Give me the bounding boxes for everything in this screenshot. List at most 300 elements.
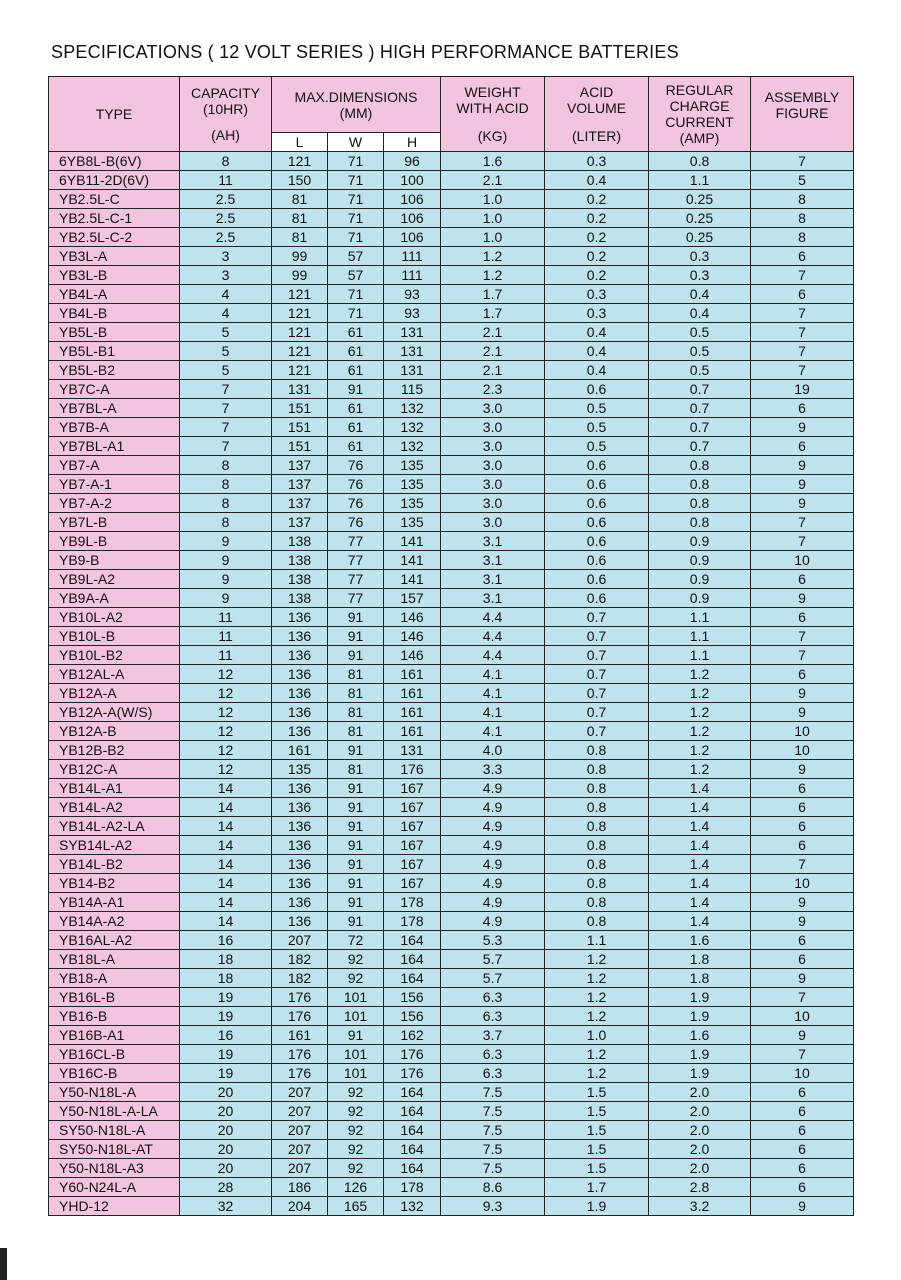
cell-type: YB7-A-1 [49, 475, 180, 494]
table-row [49, 760, 854, 779]
cell-charge-current: 1.1 [649, 646, 751, 665]
cell-weight: 4.4 [441, 608, 545, 627]
cell-length: 207 [272, 1140, 328, 1159]
cell-weight: 8.6 [441, 1178, 545, 1197]
cell-height: 141 [384, 570, 441, 589]
table-row [49, 969, 854, 988]
cell-acid-volume: 0.4 [545, 342, 649, 361]
cell-assembly-figure: 5 [751, 171, 854, 190]
cell-charge-current: 0.25 [649, 190, 751, 209]
table-row [49, 323, 854, 342]
cell-capacity: 20 [180, 1140, 272, 1159]
cell-height: 146 [384, 627, 441, 646]
cell-width: 76 [328, 475, 384, 494]
cell-type: YB16AL-A2 [49, 931, 180, 950]
cell-charge-current: 0.8 [649, 513, 751, 532]
cell-assembly-figure: 10 [751, 874, 854, 893]
cell-width: 61 [328, 418, 384, 437]
cell-assembly-figure: 6 [751, 1121, 854, 1140]
cell-weight: 3.0 [441, 513, 545, 532]
cell-width: 101 [328, 1045, 384, 1064]
cell-height: 93 [384, 285, 441, 304]
cell-width: 61 [328, 399, 384, 418]
table-row [49, 304, 854, 323]
cell-capacity: 16 [180, 931, 272, 950]
cell-acid-volume: 0.8 [545, 855, 649, 874]
cell-length: 176 [272, 988, 328, 1007]
cell-height: 164 [384, 1159, 441, 1178]
cell-width: 101 [328, 1064, 384, 1083]
cell-capacity: 9 [180, 551, 272, 570]
cell-acid-volume: 0.5 [545, 437, 649, 456]
table-row [49, 1102, 854, 1121]
cell-assembly-figure: 9 [751, 494, 854, 513]
cell-weight: 4.9 [441, 836, 545, 855]
cell-capacity: 14 [180, 798, 272, 817]
cell-weight: 4.4 [441, 627, 545, 646]
cell-weight: 1.6 [441, 152, 545, 171]
cell-charge-current: 1.2 [649, 741, 751, 760]
cell-assembly-figure: 8 [751, 209, 854, 228]
cell-length: 136 [272, 912, 328, 931]
cell-type: YB18-A [49, 969, 180, 988]
cell-assembly-figure: 6 [751, 950, 854, 969]
table-row [49, 703, 854, 722]
cell-height: 132 [384, 1197, 441, 1216]
table-row [49, 456, 854, 475]
cell-height: 111 [384, 266, 441, 285]
cell-acid-volume: 0.3 [545, 285, 649, 304]
cell-height: 131 [384, 342, 441, 361]
cell-capacity: 28 [180, 1178, 272, 1197]
cell-acid-volume: 0.3 [545, 304, 649, 323]
cell-width: 91 [328, 608, 384, 627]
cell-length: 150 [272, 171, 328, 190]
cell-length: 136 [272, 817, 328, 836]
cell-length: 81 [272, 228, 328, 247]
cell-type: Y50-N18L-A-LA [49, 1102, 180, 1121]
cell-width: 126 [328, 1178, 384, 1197]
cell-type: YB3L-B [49, 266, 180, 285]
cell-charge-current: 0.3 [649, 247, 751, 266]
cell-height: 135 [384, 475, 441, 494]
cell-acid-volume: 0.7 [545, 703, 649, 722]
cell-charge-current: 0.4 [649, 304, 751, 323]
table-row [49, 950, 854, 969]
cell-charge-current: 1.8 [649, 969, 751, 988]
cell-weight: 5.3 [441, 931, 545, 950]
cell-height: 157 [384, 589, 441, 608]
cell-height: 146 [384, 608, 441, 627]
cell-width: 71 [328, 171, 384, 190]
cell-acid-volume: 1.1 [545, 931, 649, 950]
table-row [49, 646, 854, 665]
cell-width: 91 [328, 741, 384, 760]
cell-acid-volume: 0.7 [545, 684, 649, 703]
cell-assembly-figure: 9 [751, 969, 854, 988]
cell-height: 167 [384, 874, 441, 893]
cell-assembly-figure: 6 [751, 570, 854, 589]
cell-type: YB7-A-2 [49, 494, 180, 513]
cell-weight: 3.1 [441, 570, 545, 589]
cell-assembly-figure: 9 [751, 760, 854, 779]
table-row [49, 475, 854, 494]
cell-length: 81 [272, 209, 328, 228]
table-row [49, 418, 854, 437]
cell-capacity: 12 [180, 665, 272, 684]
cell-type: YB5L-B [49, 323, 180, 342]
cell-assembly-figure: 7 [751, 627, 854, 646]
cell-height: 167 [384, 779, 441, 798]
cell-assembly-figure: 9 [751, 589, 854, 608]
cell-capacity: 2.5 [180, 209, 272, 228]
cell-acid-volume: 0.6 [545, 551, 649, 570]
cell-capacity: 14 [180, 912, 272, 931]
cell-assembly-figure: 10 [751, 551, 854, 570]
cell-assembly-figure: 9 [751, 703, 854, 722]
cell-capacity: 2.5 [180, 190, 272, 209]
cell-acid-volume: 0.6 [545, 494, 649, 513]
cell-acid-volume: 0.8 [545, 798, 649, 817]
cell-height: 176 [384, 1064, 441, 1083]
cell-length: 136 [272, 627, 328, 646]
cell-height: 167 [384, 798, 441, 817]
cell-length: 182 [272, 969, 328, 988]
cell-weight: 4.1 [441, 684, 545, 703]
cell-length: 136 [272, 855, 328, 874]
cell-charge-current: 2.0 [649, 1102, 751, 1121]
cell-height: 132 [384, 399, 441, 418]
cell-assembly-figure: 6 [751, 1102, 854, 1121]
cell-charge-current: 0.4 [649, 285, 751, 304]
cell-type: YB7L-B [49, 513, 180, 532]
cell-acid-volume: 0.6 [545, 570, 649, 589]
table-row [49, 285, 854, 304]
cell-width: 81 [328, 684, 384, 703]
cell-weight: 1.7 [441, 304, 545, 323]
cell-type: YB7BL-A [49, 399, 180, 418]
cell-charge-current: 1.4 [649, 798, 751, 817]
cell-weight: 3.3 [441, 760, 545, 779]
cell-width: 81 [328, 665, 384, 684]
cell-width: 91 [328, 893, 384, 912]
cell-assembly-figure: 7 [751, 1045, 854, 1064]
cell-weight: 4.9 [441, 893, 545, 912]
table-row [49, 665, 854, 684]
table-row [49, 190, 854, 209]
cell-assembly-figure: 9 [751, 684, 854, 703]
cell-length: 161 [272, 741, 328, 760]
cell-assembly-figure: 6 [751, 798, 854, 817]
cell-length: 136 [272, 722, 328, 741]
table-row [49, 247, 854, 266]
cell-acid-volume: 0.8 [545, 874, 649, 893]
table-row [49, 608, 854, 627]
cell-charge-current: 1.1 [649, 627, 751, 646]
cell-length: 138 [272, 532, 328, 551]
cell-capacity: 19 [180, 1064, 272, 1083]
cell-height: 135 [384, 513, 441, 532]
cell-width: 91 [328, 836, 384, 855]
table-row [49, 874, 854, 893]
cell-length: 176 [272, 1064, 328, 1083]
cell-charge-current: 3.2 [649, 1197, 751, 1216]
cell-acid-volume: 0.4 [545, 323, 649, 342]
cell-type: YB7C-A [49, 380, 180, 399]
cell-width: 71 [328, 285, 384, 304]
table-row [49, 1007, 854, 1026]
cell-weight: 1.2 [441, 266, 545, 285]
cell-weight: 4.9 [441, 779, 545, 798]
cell-height: 131 [384, 361, 441, 380]
cell-height: 164 [384, 1140, 441, 1159]
cell-capacity: 19 [180, 1007, 272, 1026]
cell-acid-volume: 0.6 [545, 475, 649, 494]
cell-type: YB7B-A [49, 418, 180, 437]
cell-charge-current: 1.1 [649, 608, 751, 627]
table-row [49, 532, 854, 551]
cell-type: SYB14L-A2 [49, 836, 180, 855]
cell-capacity: 20 [180, 1159, 272, 1178]
cell-length: 138 [272, 589, 328, 608]
cell-charge-current: 1.9 [649, 988, 751, 1007]
cell-height: 176 [384, 760, 441, 779]
cell-capacity: 3 [180, 247, 272, 266]
cell-assembly-figure: 6 [751, 1083, 854, 1102]
cell-acid-volume: 1.7 [545, 1178, 649, 1197]
cell-type: YB2.5L-C [49, 190, 180, 209]
cell-width: 71 [328, 304, 384, 323]
cell-width: 91 [328, 1026, 384, 1045]
cell-capacity: 4 [180, 285, 272, 304]
cell-assembly-figure: 7 [751, 988, 854, 1007]
cell-weight: 3.0 [441, 456, 545, 475]
cell-width: 91 [328, 646, 384, 665]
cell-acid-volume: 0.8 [545, 779, 649, 798]
cell-type: YB9A-A [49, 589, 180, 608]
cell-capacity: 8 [180, 475, 272, 494]
cell-capacity: 9 [180, 570, 272, 589]
cell-acid-volume: 1.2 [545, 1045, 649, 1064]
cell-capacity: 4 [180, 304, 272, 323]
cell-length: 131 [272, 380, 328, 399]
cell-height: 164 [384, 1083, 441, 1102]
cell-type: YB16-B [49, 1007, 180, 1026]
cell-assembly-figure: 10 [751, 1064, 854, 1083]
cell-charge-current: 0.5 [649, 361, 751, 380]
cell-assembly-figure: 6 [751, 608, 854, 627]
cell-length: 81 [272, 190, 328, 209]
cell-acid-volume: 1.5 [545, 1083, 649, 1102]
cell-assembly-figure: 9 [751, 1026, 854, 1045]
cell-type: 6YB11-2D(6V) [49, 171, 180, 190]
cell-width: 91 [328, 874, 384, 893]
cell-assembly-figure: 6 [751, 1140, 854, 1159]
cell-weight: 4.1 [441, 665, 545, 684]
scan-edge-mark [0, 1248, 7, 1280]
cell-height: 176 [384, 1045, 441, 1064]
cell-type: YB5L-B2 [49, 361, 180, 380]
cell-acid-volume: 0.5 [545, 399, 649, 418]
cell-width: 71 [328, 228, 384, 247]
cell-height: 96 [384, 152, 441, 171]
cell-weight: 3.1 [441, 589, 545, 608]
cell-type: YB12A-A [49, 684, 180, 703]
cell-type: YB14-B2 [49, 874, 180, 893]
cell-width: 92 [328, 1083, 384, 1102]
cell-length: 207 [272, 1159, 328, 1178]
cell-acid-volume: 1.2 [545, 988, 649, 1007]
cell-weight: 1.0 [441, 209, 545, 228]
cell-charge-current: 1.2 [649, 703, 751, 722]
cell-type: YB14L-B2 [49, 855, 180, 874]
cell-type: YB12B-B2 [49, 741, 180, 760]
table-row [49, 228, 854, 247]
cell-weight: 6.3 [441, 988, 545, 1007]
cell-assembly-figure: 7 [751, 361, 854, 380]
cell-assembly-figure: 7 [751, 646, 854, 665]
cell-length: 136 [272, 684, 328, 703]
cell-width: 61 [328, 437, 384, 456]
cell-type: YB9L-A2 [49, 570, 180, 589]
cell-width: 92 [328, 969, 384, 988]
cell-weight: 3.0 [441, 437, 545, 456]
cell-length: 136 [272, 893, 328, 912]
cell-length: 151 [272, 437, 328, 456]
cell-length: 151 [272, 418, 328, 437]
cell-height: 156 [384, 988, 441, 1007]
cell-capacity: 11 [180, 608, 272, 627]
table-row [49, 152, 854, 171]
table-row [49, 798, 854, 817]
cell-height: 93 [384, 304, 441, 323]
cell-acid-volume: 0.7 [545, 665, 649, 684]
cell-width: 61 [328, 342, 384, 361]
cell-charge-current: 1.4 [649, 912, 751, 931]
cell-length: 136 [272, 665, 328, 684]
cell-width: 91 [328, 380, 384, 399]
cell-type: YB12A-B [49, 722, 180, 741]
cell-length: 207 [272, 1083, 328, 1102]
table-row [49, 627, 854, 646]
cell-charge-current: 0.5 [649, 323, 751, 342]
cell-acid-volume: 0.2 [545, 209, 649, 228]
table-row [49, 741, 854, 760]
cell-type: YB2.5L-C-1 [49, 209, 180, 228]
cell-acid-volume: 0.8 [545, 836, 649, 855]
cell-weight: 3.1 [441, 551, 545, 570]
table-row [49, 855, 854, 874]
cell-charge-current: 1.9 [649, 1045, 751, 1064]
cell-weight: 7.5 [441, 1102, 545, 1121]
cell-width: 76 [328, 513, 384, 532]
cell-capacity: 8 [180, 456, 272, 475]
cell-acid-volume: 0.7 [545, 646, 649, 665]
cell-height: 141 [384, 532, 441, 551]
cell-charge-current: 1.8 [649, 950, 751, 969]
cell-height: 161 [384, 665, 441, 684]
cell-assembly-figure: 7 [751, 342, 854, 361]
cell-charge-current: 1.4 [649, 817, 751, 836]
cell-charge-current: 2.8 [649, 1178, 751, 1197]
cell-acid-volume: 1.5 [545, 1140, 649, 1159]
cell-width: 57 [328, 247, 384, 266]
cell-type: YB12AL-A [49, 665, 180, 684]
cell-height: 164 [384, 931, 441, 950]
cell-height: 161 [384, 722, 441, 741]
cell-weight: 2.1 [441, 171, 545, 190]
cell-length: 137 [272, 456, 328, 475]
cell-type: YB12C-A [49, 760, 180, 779]
cell-width: 81 [328, 703, 384, 722]
table-row [49, 1197, 854, 1216]
cell-type: YB14A-A2 [49, 912, 180, 931]
cell-width: 92 [328, 1102, 384, 1121]
cell-acid-volume: 0.7 [545, 722, 649, 741]
cell-length: 136 [272, 874, 328, 893]
cell-width: 91 [328, 912, 384, 931]
cell-height: 115 [384, 380, 441, 399]
cell-acid-volume: 0.6 [545, 532, 649, 551]
cell-length: 121 [272, 304, 328, 323]
cell-assembly-figure: 10 [751, 1007, 854, 1026]
cell-width: 92 [328, 1140, 384, 1159]
cell-charge-current: 1.1 [649, 171, 751, 190]
cell-weight: 2.1 [441, 361, 545, 380]
cell-type: SY50-N18L-A [49, 1121, 180, 1140]
cell-acid-volume: 1.9 [545, 1197, 649, 1216]
cell-weight: 4.9 [441, 912, 545, 931]
cell-assembly-figure: 6 [751, 817, 854, 836]
table-row [49, 361, 854, 380]
cell-type: YB16B-A1 [49, 1026, 180, 1045]
cell-charge-current: 2.0 [649, 1121, 751, 1140]
cell-length: 182 [272, 950, 328, 969]
cell-width: 61 [328, 361, 384, 380]
cell-charge-current: 2.0 [649, 1140, 751, 1159]
cell-type: YB3L-A [49, 247, 180, 266]
cell-weight: 5.7 [441, 950, 545, 969]
table-row [49, 570, 854, 589]
cell-length: 176 [272, 1045, 328, 1064]
cell-capacity: 9 [180, 532, 272, 551]
cell-width: 165 [328, 1197, 384, 1216]
cell-assembly-figure: 7 [751, 152, 854, 171]
cell-height: 164 [384, 950, 441, 969]
cell-assembly-figure: 6 [751, 836, 854, 855]
cell-assembly-figure: 9 [751, 418, 854, 437]
cell-length: 136 [272, 646, 328, 665]
cell-type: YB10L-A2 [49, 608, 180, 627]
cell-assembly-figure: 7 [751, 855, 854, 874]
cell-capacity: 18 [180, 969, 272, 988]
cell-charge-current: 0.9 [649, 551, 751, 570]
table-row [49, 893, 854, 912]
cell-length: 136 [272, 836, 328, 855]
cell-width: 91 [328, 627, 384, 646]
cell-height: 111 [384, 247, 441, 266]
cell-length: 99 [272, 247, 328, 266]
cell-weight: 4.9 [441, 874, 545, 893]
cell-type: YB9-B [49, 551, 180, 570]
cell-weight: 4.9 [441, 855, 545, 874]
cell-width: 77 [328, 551, 384, 570]
cell-height: 106 [384, 228, 441, 247]
cell-height: 167 [384, 855, 441, 874]
table-row [49, 836, 854, 855]
cell-assembly-figure: 10 [751, 722, 854, 741]
cell-assembly-figure: 8 [751, 228, 854, 247]
